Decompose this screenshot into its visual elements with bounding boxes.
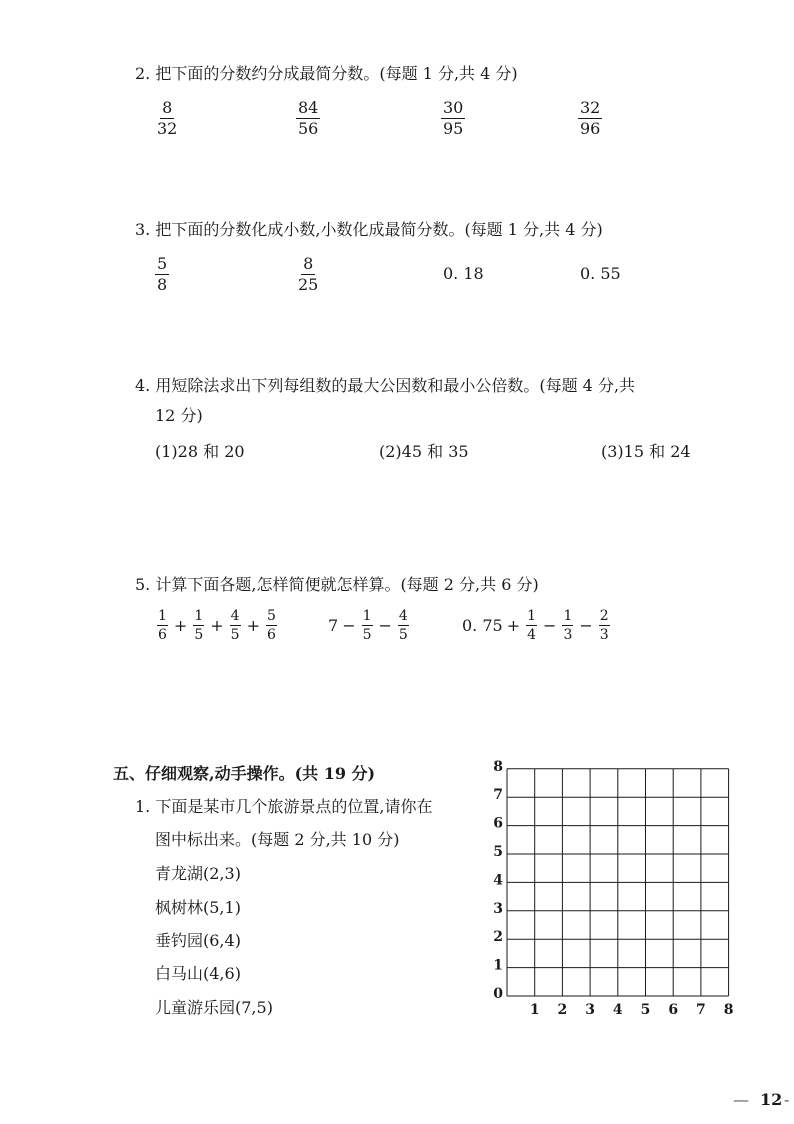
y-axis-tick-label: 5: [493, 844, 503, 860]
q3-fraction-2: $\frac{8}{25}$: [298, 254, 319, 294]
footer-dash-left: —: [733, 1090, 749, 1109]
x-axis-tick-label: 2: [557, 1002, 568, 1018]
y-axis-tick-label: 2: [493, 929, 503, 946]
q4-title-line1: 4. 用短除法求出下列每组数的最大公因数和最小公倍数。(每题 4 分,共: [135, 376, 636, 395]
y-axis-tick-label: 4: [493, 872, 503, 889]
x-axis-tick-label: 4: [612, 1002, 623, 1018]
q3-decimal-1: 0. 18: [443, 264, 484, 283]
q2-fraction-2: $\frac{84}{56}$: [298, 98, 319, 138]
q5-title: 5. 计算下面各题,怎样简便就怎样算。(每题 2 分,共 6 分): [135, 575, 539, 594]
q4-item-1: (1)28 和 20: [155, 442, 245, 461]
q2-fraction-3: $\frac{30}{95}$: [443, 98, 464, 138]
q4-title-line2: 12 分): [155, 406, 203, 425]
q2-fraction-1: $\frac{8}{32}$: [157, 98, 178, 138]
q4-item-3: (3)15 和 24: [601, 442, 691, 461]
section-five-heading: 五、仔细观察,动手操作。(共 19 分): [113, 764, 376, 783]
coordinate-grid: [486, 758, 736, 1020]
spot-childrens-park: 儿童游乐园(7,5): [155, 998, 273, 1017]
spot-qinglong-lake: 青龙湖(2,3): [155, 864, 241, 883]
y-axis-tick-label: 0: [493, 986, 503, 1002]
x-axis-tick-label: 6: [668, 1002, 679, 1018]
y-axis-tick-label: 1: [493, 957, 503, 974]
q5-expression-1: $\frac{1}{6}$ + $\frac{1}{5}$ + $\frac{4}{5}$ + $\frac{5}{6}$: [158, 608, 276, 643]
x-axis-tick-label: 5: [640, 1002, 651, 1018]
spot-white-horse-mountain: 白马山(4,6): [155, 964, 241, 983]
y-axis-tick-label: 6: [493, 815, 503, 832]
q4-item-2: (2)45 和 35: [379, 442, 469, 461]
s5-q1-line1: 1. 下面是某市几个旅游景点的位置,请你在: [135, 797, 433, 816]
y-axis-tick-label: 7: [493, 787, 503, 804]
y-axis-tick-label: 3: [493, 900, 503, 917]
q2-title: 2. 把下面的分数约分成最简分数。(每题 1 分,共 4 分): [135, 64, 518, 83]
footer-dash-right: -: [784, 1090, 790, 1109]
q5-expression-3: 0. 75 + $\frac{1}{4}$ − $\frac{1}{3}$ − $\frac{2}{3}$: [462, 608, 609, 643]
s5-q1-line2: 图中标出来。(每题 2 分,共 10 分): [155, 830, 400, 849]
q2-fraction-4: $\frac{32}{96}$: [580, 98, 601, 138]
x-axis-tick-label: 8: [723, 1002, 734, 1018]
spot-fishing-garden: 垂钓园(6,4): [155, 931, 241, 950]
q3-decimal-2: 0. 55: [580, 264, 621, 283]
x-axis-tick-label: 1: [529, 1002, 540, 1018]
q3-fraction-1: $\frac{5}{8}$: [157, 254, 168, 294]
q5-expression-2: 7 − $\frac{1}{5}$ − $\frac{4}{5}$: [328, 608, 408, 643]
y-axis-tick-label: 8: [493, 758, 503, 775]
x-axis-tick-label: 3: [585, 1002, 595, 1018]
x-axis-tick-label: 7: [696, 1002, 706, 1018]
q3-title: 3. 把下面的分数化成小数,小数化成最简分数。(每题 1 分,共 4 分): [135, 220, 603, 239]
spot-maple-forest: 枫树林(5,1): [155, 898, 241, 917]
page-number: 12: [760, 1090, 783, 1109]
